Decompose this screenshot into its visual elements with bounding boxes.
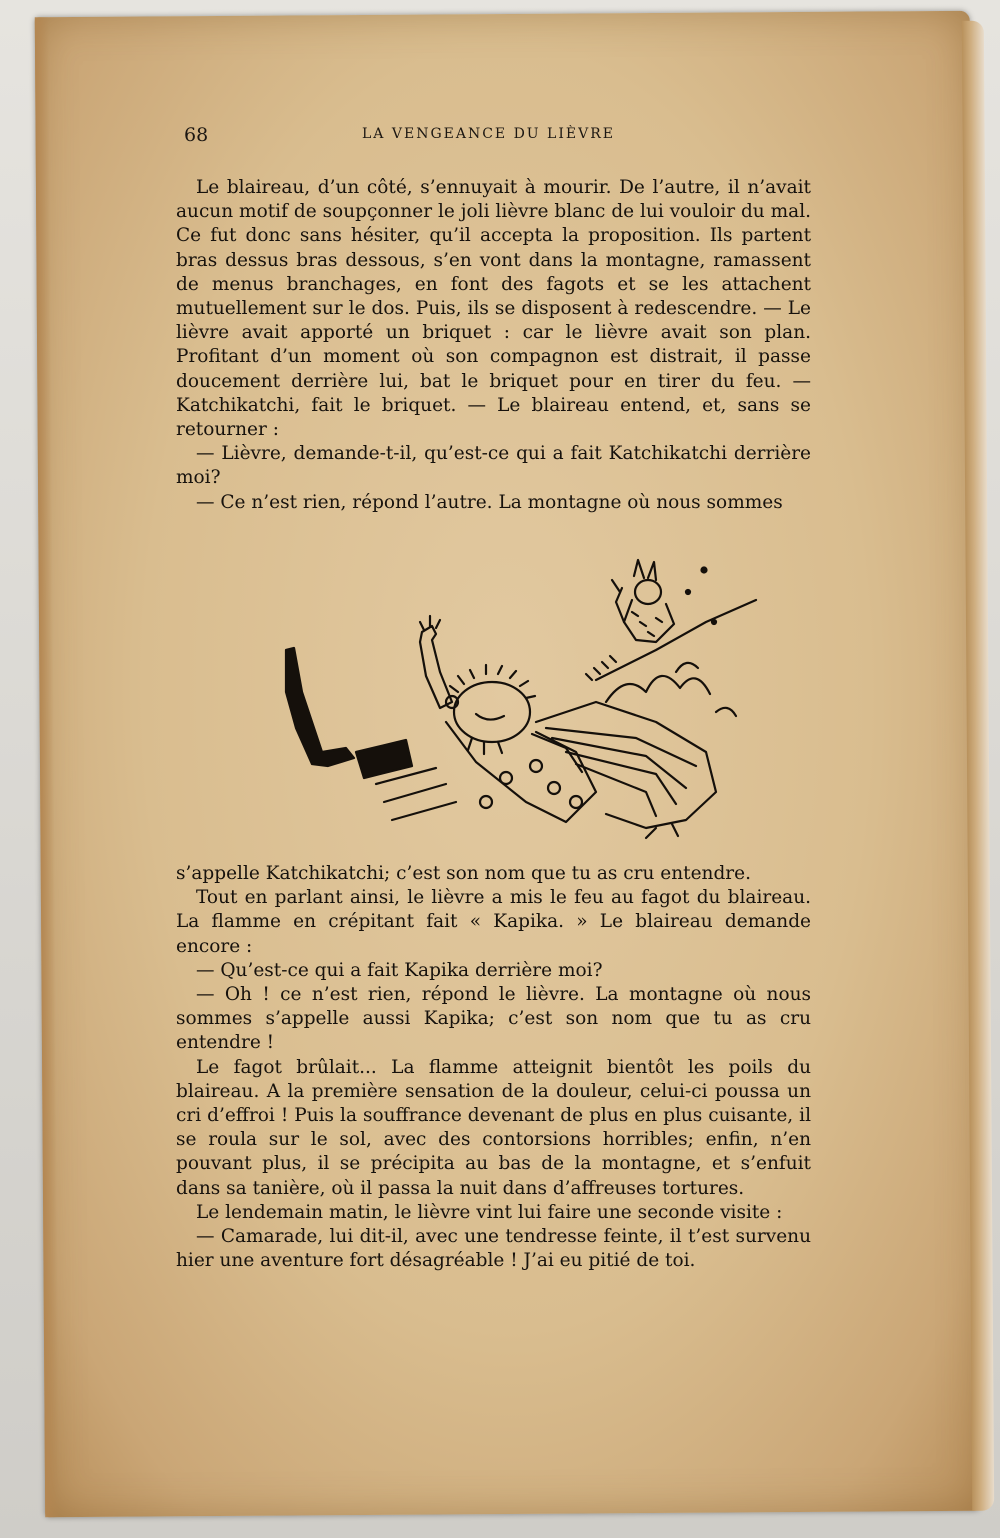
paragraph: Le blaireau, d’un côté, s’ennuyait à mourir. De l’autre, il n’avait aucun motif de soupçonner le joli lièvre blanc de lui vouloir du mal. Ce fut donc sans hésiter, qu’il accepta la proposition. Ils partent bras dessus bras dessous, s’en vont dans la montagne, ramassent de menus branchages, en font des fagots et se les attachent mutuellement sur le dos. Puis, ils se disposent à redescendre. — Le lièvre avait apporté un briquet : car le lièvre avait son plan. Profitant d’un moment où son compagnon est distrait, il passe doucement derrière lui, bat le briquet pour en tirer du feu. — Katchikatchi, fait le briquet. — Le blaireau entend, et, sans se retourner : xyxy=(176,177,811,441)
paragraph: — Lièvre, demande-t-il, qu’est-ce qui a fait Katchikatchi derrière moi? xyxy=(176,443,811,489)
paragraph: Le fagot brûlait... La flamme atteignit bientôt les poils du blaireau. A la première sensation de la douleur, celui-ci poussa un cri d’effroi ! Puis la souffrance devenant de plus en plus cuisante, il se roula sur le sol, avec des contorsions horribles; enfin, n’en pouvant plus, il se précipita au bas de la montagne, et s’enfuit dans sa tanière, où il passa la nuit dans d’affreuses tortures. xyxy=(176,1056,811,1199)
hare-figure xyxy=(612,560,716,642)
running-title: LA VENGEANCE DU LIÈVRE xyxy=(362,126,615,142)
paragraph: — Oh ! ce n’est rien, répond le lièvre. La montagne où nous sommes s’appelle aussi Kapika; c’est son nom que tu as cru entendre ! xyxy=(176,984,811,1054)
page-number: 68 xyxy=(184,124,209,146)
paragraph: — Ce n’est rien, répond l’autre. La montagne où nous sommes xyxy=(196,491,783,513)
paragraph: Tout en parlant ainsi, le lièvre a mis le feu au fagot du blaireau. La flamme en crépitant fait « Kapika. » Le blaireau demande encore : xyxy=(176,887,811,957)
paragraph: Le lendemain matin, le lièvre vint lui faire une seconde visite : xyxy=(196,1201,783,1223)
paragraph: — Camarade, lui dit-il, avec une tendresse feinte, il t’est survenu hier une aventure fort désagréable ! J’ai eu pitié de toi. xyxy=(176,1226,811,1272)
text-block-bottom xyxy=(176,862,811,1273)
page-header xyxy=(184,120,824,150)
illustration-badger-falling xyxy=(236,552,796,842)
badger-figure xyxy=(286,616,736,838)
paragraph: — Qu’est-ce qui a fait Kapika derrière moi? xyxy=(196,959,603,981)
text-block-top xyxy=(176,176,811,515)
paragraph: s’appelle Katchikatchi; c’est son nom que tu as cru entendre. xyxy=(176,863,751,884)
